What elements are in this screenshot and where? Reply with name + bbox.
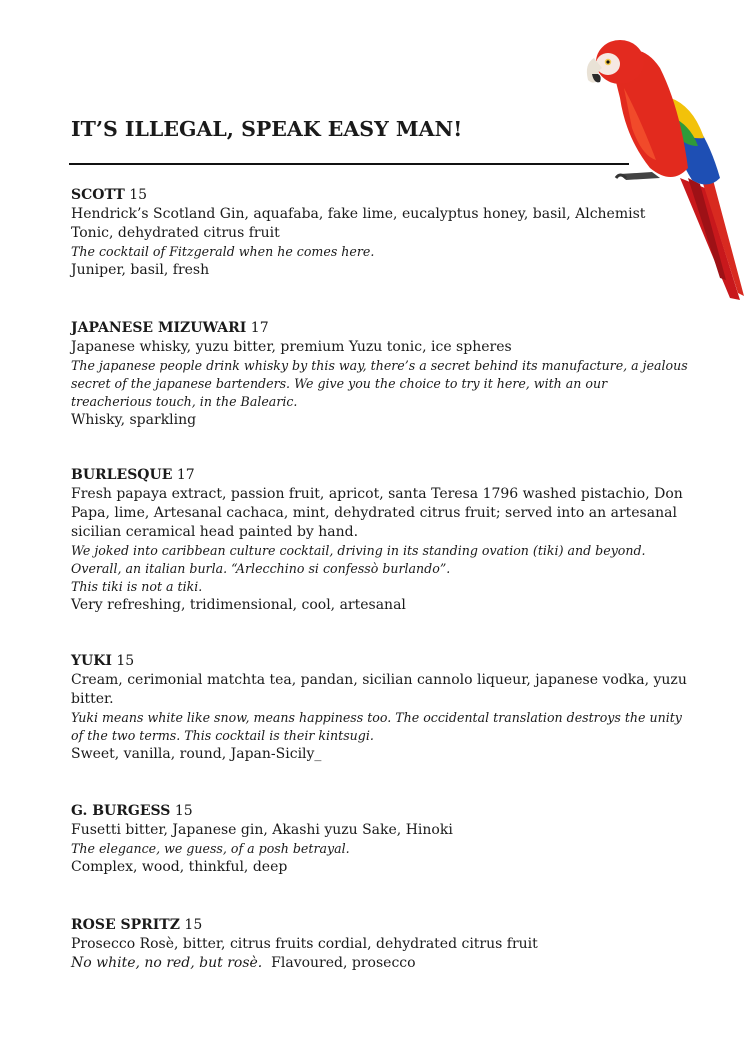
title-divider [69, 163, 629, 165]
drink-price: 17 [250, 320, 269, 336]
drink-note: No white, no red, but rosè. [71, 955, 263, 971]
drink-ingredients: Hendrick’s Scotland Gin, aquafaba, fake lime, eucalyptus honey, basil, Alchemist Tonic, dehydrated citrus fruit [71, 206, 646, 241]
drink-name: YUKI [71, 653, 112, 669]
drink-price: 15 [129, 187, 148, 203]
drink-ingredients: Japanese whisky, yuzu bitter, premium Yuzu tonic, ice spheres [71, 339, 512, 355]
drink-price: 17 [176, 467, 195, 483]
drink-note: The japanese people drink whisky by this way, there’s a secret behind its manufacture, a jealous secret of the japanese bartenders. We give you the choice to try it here, with an our treacherious touch, in the Balearic. [71, 358, 688, 409]
drink-profile: Complex, wood, thinkful, deep [71, 859, 288, 875]
drink-name: SCOTT [71, 187, 125, 203]
drink-note: The cocktail of Fitzgerald when he comes here. [71, 244, 375, 259]
drink-name: JAPANESE MIZUWARI [71, 320, 247, 336]
drink-item [71, 186, 691, 280]
drink-item [71, 802, 691, 877]
drink-profile: Very refreshing, tridimensional, cool, artesanal [71, 597, 406, 613]
drink-name: ROSE SPRITZ [71, 917, 180, 933]
drink-profile: Whisky, sparkling [71, 412, 197, 428]
drink-price: 15 [184, 917, 203, 933]
drink-price: 15 [116, 653, 135, 669]
drink-item [71, 319, 691, 430]
drink-ingredients: Fusetti bitter, Japanese gin, Akashi yuzu Sake, Hinoki [71, 822, 453, 838]
drink-name: G. BURGESS [71, 803, 171, 819]
drink-item [71, 466, 691, 615]
drink-note: We joked into caribbean culture cocktail, driving in its standing ovation (tiki) and beyond. [71, 543, 646, 558]
drink-profile: Juniper, basil, fresh [71, 262, 210, 278]
drink-item [71, 652, 691, 764]
drink-note: Overall, an italian burla. “Arlecchino si confessò burlando”. [71, 561, 451, 576]
drink-note: The elegance, we guess, of a posh betrayal. [71, 841, 350, 856]
drink-item [71, 916, 691, 973]
drink-ingredients: Prosecco Rosè, bitter, citrus fruits cordial, dehydrated citrus fruit [71, 936, 538, 952]
drink-name: BURLESQUE [71, 467, 173, 483]
drink-ingredients: Fresh papaya extract, passion fruit, apricot, santa Teresa 1796 washed pistachio, Don Papa, lime, Artesanal cachaca, mint, dehydrated citrus fruit; served into an artesanal sicilian ceramical head painted by hand. [71, 486, 683, 540]
drink-profile: Flavoured, prosecco [271, 955, 416, 971]
drink-price: 15 [174, 803, 193, 819]
drink-note: Yuki means white like snow, means happiness too. The occidental translation destroys the unity of the two terms. This cocktail is their kintsugi. [71, 710, 682, 743]
page-title: IT’S ILLEGAL, SPEAK EASY MAN! [71, 117, 463, 141]
drink-profile: Sweet, vanilla, round, Japan-Sicily_ [71, 746, 322, 762]
drink-ingredients: Cream, cerimonial matchta tea, pandan, sicilian cannolo liqueur, japanese vodka, yuzu bitter. [71, 672, 687, 707]
drink-note: This tiki is not a tiki. [71, 579, 203, 594]
